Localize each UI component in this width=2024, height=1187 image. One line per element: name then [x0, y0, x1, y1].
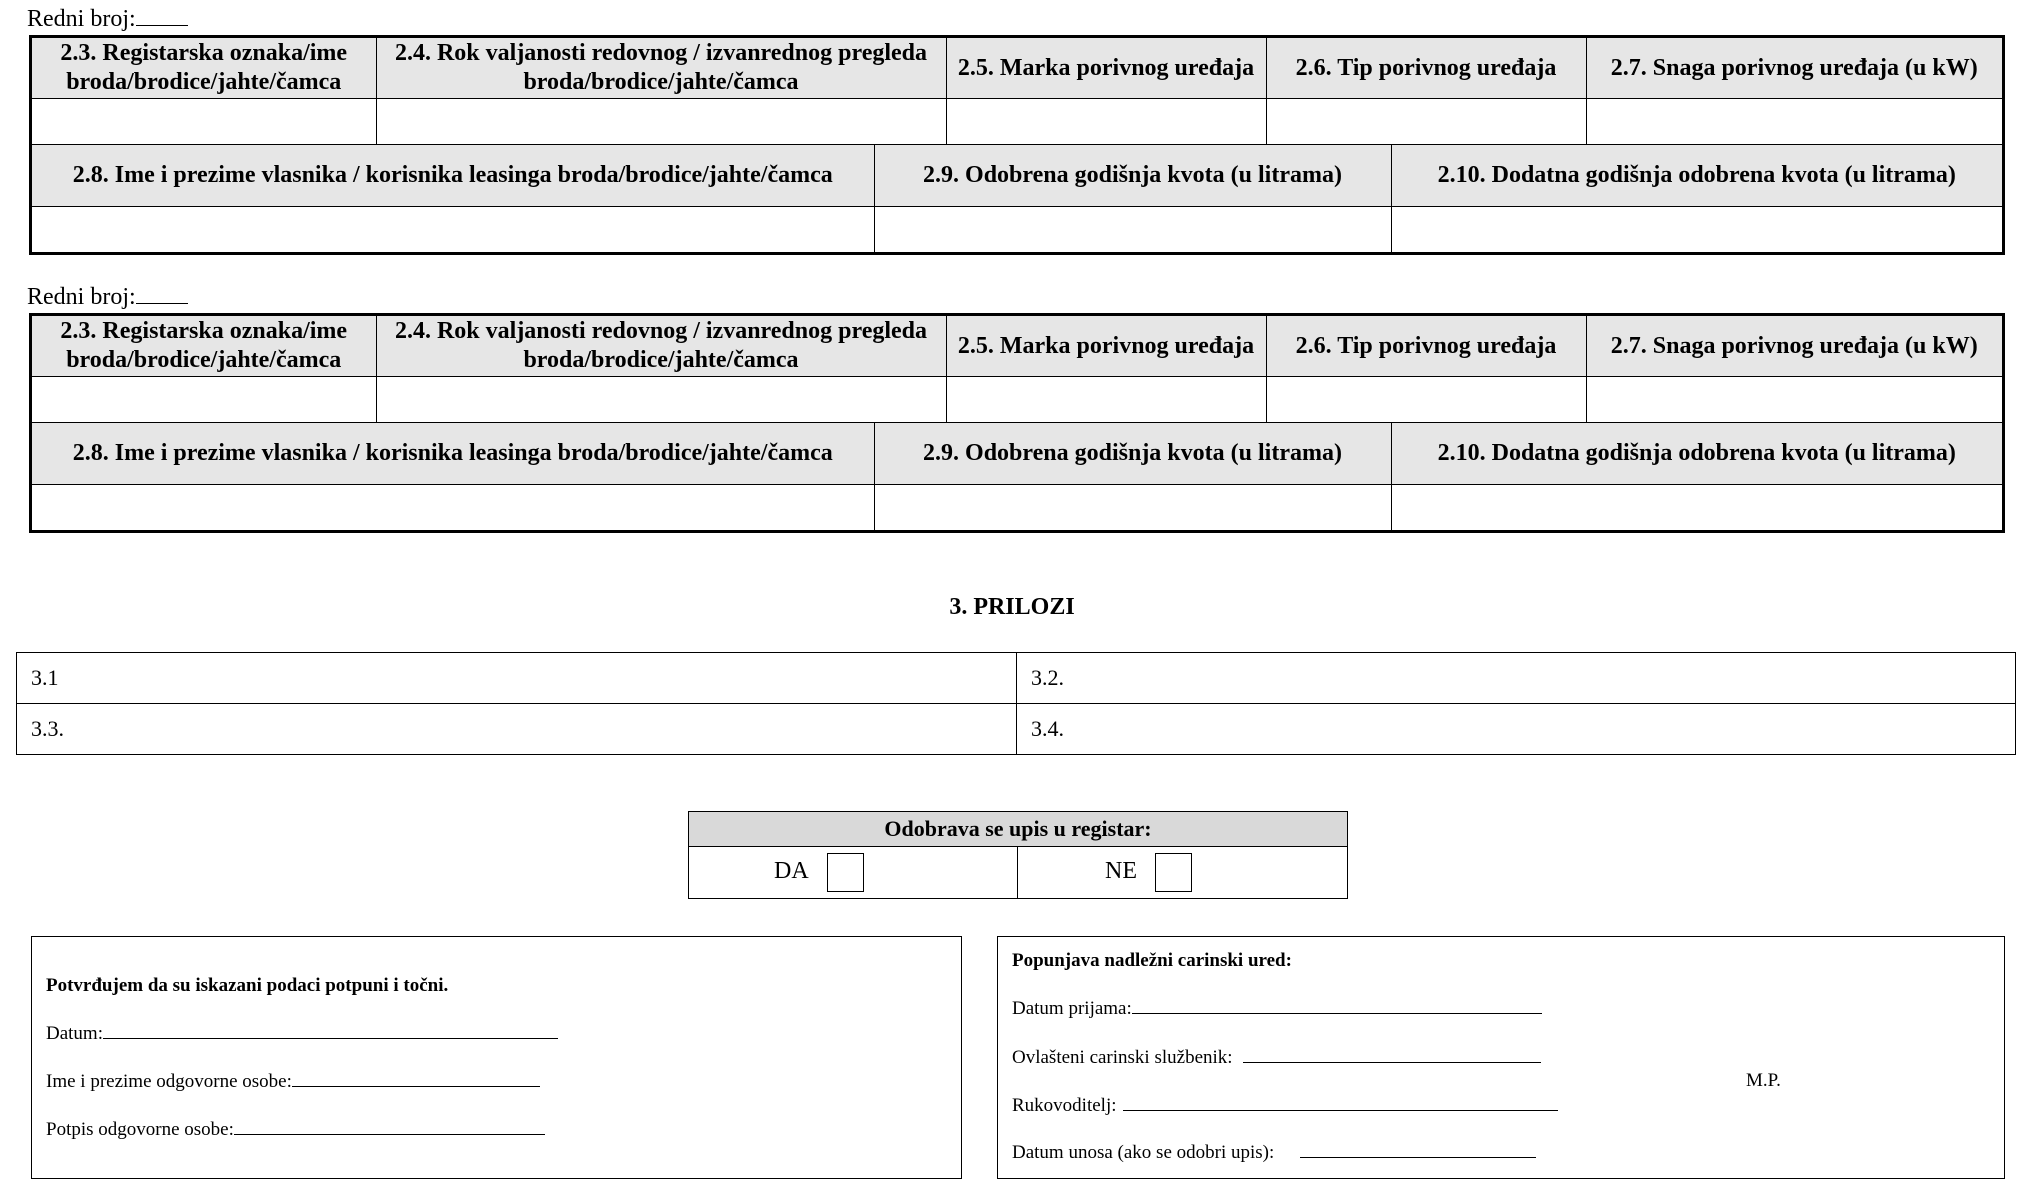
customs-manager-label: Rukovoditelj:	[1012, 1095, 1117, 1116]
declaration-title: Potvrđujem da su iskazani podaci potpuni i točni.	[46, 975, 449, 996]
header-owner: 2.8. Ime i prezime vlasnika / korisnika leasinga broda/brodice/jahte/čamca	[32, 145, 874, 207]
customs-officer-label: Ovlašteni carinski službenik:	[1012, 1047, 1233, 1068]
customs-manager-field[interactable]	[1123, 1095, 1558, 1111]
declaration-name-field[interactable]	[292, 1071, 540, 1087]
redni-broj-1	[27, 6, 188, 33]
approval-yes-label: DA	[774, 858, 809, 885]
attachments-table	[16, 652, 2016, 755]
vessel-table-2	[29, 313, 2005, 533]
registration-field[interactable]	[32, 99, 376, 145]
header-engine-power: 2.7. Snaga porivnog uređaja (u kW)	[1586, 38, 2002, 99]
header-engine-make: 2.5. Marka porivnog uređaja	[946, 38, 1266, 99]
customs-received-row	[1012, 998, 1542, 1020]
declaration-signature-label: Potpis odgovorne osobe:	[46, 1119, 234, 1140]
customs-received-label: Datum prijama:	[1012, 998, 1132, 1019]
attachment-3-2[interactable]: 3.2.	[1017, 653, 2016, 704]
registration-field[interactable]	[32, 377, 376, 423]
stamp-placeholder: M.P.	[1746, 1070, 1781, 1091]
redni-broj-label: Redni broj:	[27, 284, 136, 310]
approval-yes-checkbox[interactable]	[827, 853, 864, 892]
attachment-3-4[interactable]: 3.4.	[1017, 704, 2016, 755]
header-approved-quota: 2.9. Odobrena godišnja kvota (u litrama)	[874, 145, 1391, 207]
redni-broj-field[interactable]	[136, 285, 188, 304]
engine-power-field[interactable]	[1586, 99, 2002, 145]
engine-power-field[interactable]	[1586, 377, 2002, 423]
declaration-date-label: Datum:	[46, 1023, 103, 1044]
customs-box	[997, 936, 2005, 1179]
engine-make-field[interactable]	[946, 377, 1266, 423]
approval-no-label: NE	[1105, 858, 1137, 885]
inspection-validity-field[interactable]	[376, 377, 946, 423]
approval-title: Odobrava se upis u registar:	[689, 812, 1348, 847]
redni-broj-label: Redni broj:	[27, 6, 136, 32]
header-inspection-validity: 2.4. Rok valjanosti redovnog / izvanrednog pregleda broda/brodice/jahte/čamca	[376, 316, 946, 377]
declaration-name-row	[46, 1071, 540, 1093]
approval-no-checkbox[interactable]	[1155, 853, 1192, 892]
header-approved-quota: 2.9. Odobrena godišnja kvota (u litrama)	[874, 423, 1391, 485]
declaration-date-row	[46, 1023, 558, 1045]
engine-type-field[interactable]	[1266, 377, 1586, 423]
customs-entry-field[interactable]	[1300, 1142, 1536, 1158]
customs-manager-row	[1012, 1095, 1558, 1117]
owner-field[interactable]	[32, 485, 874, 531]
header-inspection-validity: 2.4. Rok valjanosti redovnog / izvanrednog pregleda broda/brodice/jahte/čamca	[376, 38, 946, 99]
owner-field[interactable]	[32, 207, 874, 253]
header-registration: 2.3. Registarska oznaka/ime broda/brodice/jahte/čamca	[32, 38, 376, 99]
declaration-signature-field[interactable]	[234, 1119, 545, 1135]
header-engine-type: 2.6. Tip porivnog uređaja	[1266, 316, 1586, 377]
additional-quota-field[interactable]	[1391, 485, 2002, 531]
header-additional-quota: 2.10. Dodatna godišnja odobrena kvota (u litrama)	[1391, 145, 2002, 207]
customs-entry-label: Datum unosa (ako se odobri upis):	[1012, 1142, 1275, 1163]
header-engine-power: 2.7. Snaga porivnog uređaja (u kW)	[1586, 316, 2002, 377]
inspection-validity-field[interactable]	[376, 99, 946, 145]
engine-type-field[interactable]	[1266, 99, 1586, 145]
attachment-3-3[interactable]: 3.3.	[17, 704, 1017, 755]
approval-yes-option	[689, 847, 1018, 899]
approval-table	[688, 811, 1348, 899]
header-engine-type: 2.6. Tip porivnog uređaja	[1266, 38, 1586, 99]
additional-quota-field[interactable]	[1391, 207, 2002, 253]
header-additional-quota: 2.10. Dodatna godišnja odobrena kvota (u litrama)	[1391, 423, 2002, 485]
redni-broj-field[interactable]	[136, 7, 188, 26]
declaration-box	[31, 936, 962, 1179]
vessel-table-1	[29, 35, 2005, 255]
customs-officer-row	[1012, 1047, 1541, 1069]
header-engine-make: 2.5. Marka porivnog uređaja	[946, 316, 1266, 377]
engine-make-field[interactable]	[946, 99, 1266, 145]
customs-entry-row	[1012, 1142, 1536, 1164]
approval-no-option	[1018, 847, 1348, 899]
declaration-signature-row	[46, 1119, 545, 1141]
header-owner: 2.8. Ime i prezime vlasnika / korisnika leasinga broda/brodice/jahte/čamca	[32, 423, 874, 485]
header-registration: 2.3. Registarska oznaka/ime broda/brodice/jahte/čamca	[32, 316, 376, 377]
customs-title: Popunjava nadležni carinski ured:	[1012, 950, 1292, 971]
approved-quota-field[interactable]	[874, 207, 1391, 253]
redni-broj-2	[27, 284, 188, 311]
declaration-name-label: Ime i prezime odgovorne osobe:	[46, 1071, 292, 1092]
customs-officer-field[interactable]	[1243, 1047, 1541, 1063]
declaration-date-field[interactable]	[103, 1023, 558, 1039]
customs-received-field[interactable]	[1132, 998, 1542, 1014]
approved-quota-field[interactable]	[874, 485, 1391, 531]
attachment-3-1[interactable]: 3.1	[17, 653, 1017, 704]
section-3-title: 3. PRILOZI	[949, 594, 1075, 620]
